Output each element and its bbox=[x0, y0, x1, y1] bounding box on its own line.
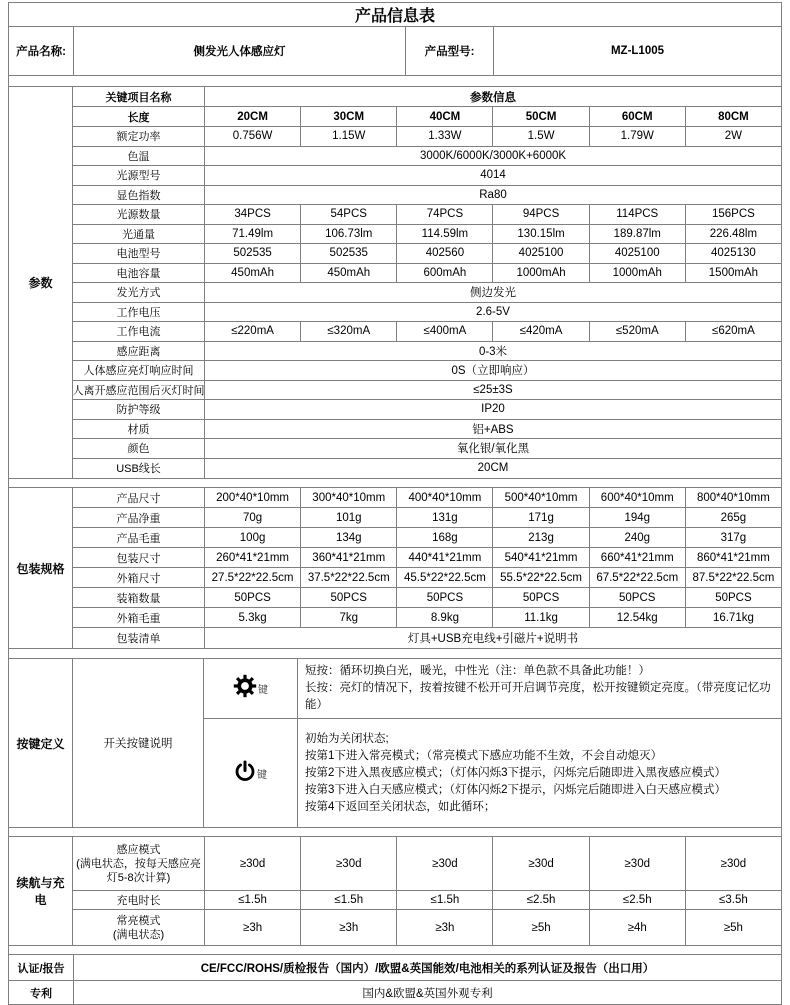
battery-value: ≥30d bbox=[204, 837, 300, 890]
description-line: 长按：亮灯的情况下，按着按键不松开可开启调节亮度，松开按键锁定亮度。（带亮度记忆功能） bbox=[305, 682, 771, 711]
param-value: 1.15W bbox=[300, 127, 396, 146]
packaging-value: 55.5*22*22.5cm bbox=[492, 568, 588, 587]
param-value: 402560 bbox=[396, 244, 492, 263]
table-row bbox=[73, 548, 781, 568]
column-header: 30CM bbox=[300, 107, 396, 126]
param-value: 2.6-5V bbox=[204, 303, 781, 322]
battery-value: ≥30d bbox=[396, 837, 492, 890]
description-line: 初始为关闭状态; bbox=[305, 732, 389, 745]
packaging-value: 400*40*10mm bbox=[396, 488, 492, 507]
param-value: ≤420mA bbox=[492, 322, 588, 341]
table-row bbox=[73, 303, 781, 323]
certification-value: CE/FCC/ROHS/质检报告（国内）/欧盟&英国能效/电池相关的系列认证及报告（出口用） bbox=[73, 955, 781, 980]
param-value: 侧边发光 bbox=[204, 283, 781, 302]
column-header: 40CM bbox=[396, 107, 492, 126]
table-row bbox=[73, 381, 781, 401]
packaging-value: 360*41*21mm bbox=[300, 548, 396, 567]
packaging-section bbox=[8, 487, 782, 649]
table-row bbox=[73, 400, 781, 420]
table-row bbox=[73, 283, 781, 303]
param-label: 人体感应亮灯响应时间 bbox=[83, 365, 194, 378]
table-row bbox=[73, 322, 781, 342]
packaging-value: 300*40*10mm bbox=[300, 488, 396, 507]
param-label: 额定功率 bbox=[116, 131, 161, 144]
param-value: 114PCS bbox=[589, 205, 685, 224]
param-value: 450mAh bbox=[300, 264, 396, 283]
param-value: ≤620mA bbox=[685, 322, 781, 341]
table-row bbox=[73, 837, 781, 891]
patent-row bbox=[9, 981, 781, 1004]
battery-section bbox=[8, 836, 782, 946]
gear-button-description bbox=[298, 659, 781, 718]
param-value: 189.87lm bbox=[589, 225, 685, 244]
description-line: 按第2下进入黑夜感应模式；（灯体闪烁3下提示，闪烁完后随即进入黑夜感应模式） bbox=[305, 766, 727, 779]
table-row bbox=[73, 910, 781, 945]
description-line: 按第1下进入常亮模式；（常亮模式下感应功能不生效，不会自动熄灭） bbox=[305, 749, 663, 762]
param-label: 电池型号 bbox=[116, 248, 161, 261]
param-label: 材质 bbox=[127, 423, 150, 436]
table-row bbox=[73, 147, 781, 167]
table-row bbox=[73, 459, 781, 479]
description-line: 按第4下返回至关闭状态，如此循环； bbox=[305, 800, 496, 813]
product-identity-row bbox=[9, 27, 781, 75]
packaging-value: 67.5*22*22.5cm bbox=[589, 568, 685, 587]
certification-label: 认证/报告 bbox=[17, 962, 65, 975]
product-model-label: 产品型号: bbox=[405, 27, 493, 75]
packaging-value: 500*40*10mm bbox=[492, 488, 588, 507]
param-value: IP20 bbox=[204, 400, 781, 419]
packaging-label: 包装尺寸 bbox=[116, 552, 161, 565]
battery-value: ≤1.5h bbox=[300, 891, 396, 909]
product-info-sheet bbox=[8, 2, 782, 1005]
param-label: 人离开感应范围后灭灯时间 bbox=[72, 384, 205, 397]
table-row bbox=[73, 225, 781, 245]
battery-label: 充电时长 bbox=[116, 895, 161, 907]
table-row bbox=[73, 439, 781, 459]
battery-value: ≥5h bbox=[492, 910, 588, 945]
battery-value: ≤1.5h bbox=[204, 891, 300, 909]
packaging-label: 产品尺寸 bbox=[116, 492, 161, 505]
param-value: 114.59lm bbox=[396, 225, 492, 244]
power-button-row bbox=[204, 719, 781, 827]
param-info-header: 参数信息 bbox=[204, 87, 781, 106]
param-value: 4014 bbox=[204, 166, 781, 185]
param-value: 94PCS bbox=[492, 205, 588, 224]
battery-value: ≥30d bbox=[492, 837, 588, 890]
gear-button-cell bbox=[204, 659, 298, 718]
table-row bbox=[73, 488, 781, 508]
product-model-value: MZ-L1005 bbox=[493, 27, 781, 75]
param-value: 130.15lm bbox=[492, 225, 588, 244]
packaging-value: 660*41*21mm bbox=[589, 548, 685, 567]
param-value: Ra80 bbox=[204, 186, 781, 205]
packaging-value: 860*41*21mm bbox=[685, 548, 781, 567]
param-value: 4025100 bbox=[589, 244, 685, 263]
power-button-description bbox=[298, 719, 781, 827]
length-header-row bbox=[73, 107, 781, 127]
packaging-value: 168g bbox=[396, 528, 492, 547]
packaging-section-label: 包装规格 bbox=[9, 488, 73, 648]
param-value: 502535 bbox=[204, 244, 300, 263]
packaging-value: 70g bbox=[204, 508, 300, 527]
param-value: 2W bbox=[685, 127, 781, 146]
description-line: 按第3下进入白天感应模式；（灯体闪烁2下提示，闪烁完后随即进入白天感应模式） bbox=[305, 783, 727, 796]
table-row bbox=[73, 528, 781, 548]
params-header-row bbox=[73, 87, 781, 107]
button-section-label: 按键定义 bbox=[9, 659, 73, 827]
battery-mode-label: 常亮模式 bbox=[116, 914, 161, 927]
packaging-value: 101g bbox=[300, 508, 396, 527]
column-header: 60CM bbox=[589, 107, 685, 126]
table-row bbox=[73, 342, 781, 362]
packaging-value: 200*40*10mm bbox=[204, 488, 300, 507]
battery-value: ≥4h bbox=[589, 910, 685, 945]
param-label: 色温 bbox=[127, 150, 150, 163]
battery-value: ≤1.5h bbox=[396, 891, 492, 909]
battery-section-label: 续航与充电 bbox=[9, 837, 73, 945]
packaging-value: 50PCS bbox=[396, 588, 492, 607]
param-value: 1500mAh bbox=[685, 264, 781, 283]
param-value: ≤25±3S bbox=[204, 381, 781, 400]
packaging-value: 27.5*22*22.5cm bbox=[204, 568, 300, 587]
param-value: ≤220mA bbox=[204, 322, 300, 341]
param-label: USB线长 bbox=[116, 463, 161, 476]
packaging-label: 产品净重 bbox=[116, 512, 161, 525]
param-value: 1.33W bbox=[396, 127, 492, 146]
packaging-value: 100g bbox=[204, 528, 300, 547]
table-row bbox=[73, 588, 781, 608]
battery-value: ≥3h bbox=[204, 910, 300, 945]
packaging-label: 产品毛重 bbox=[116, 532, 161, 545]
table-row bbox=[73, 166, 781, 186]
packaging-value: 50PCS bbox=[204, 588, 300, 607]
table-row bbox=[73, 361, 781, 381]
packaging-value: 50PCS bbox=[685, 588, 781, 607]
param-value: 20CM bbox=[204, 459, 781, 479]
param-label: 工作电流 bbox=[116, 326, 161, 339]
packaging-value: 50PCS bbox=[492, 588, 588, 607]
packaging-value: 800*40*10mm bbox=[685, 488, 781, 507]
battery-mode-sublabel: (满电状态，按每天感应亮灯5-8次计算) bbox=[76, 857, 201, 884]
param-label: 光源型号 bbox=[116, 170, 161, 183]
packaging-value: 317g bbox=[685, 528, 781, 547]
packaging-value: 213g bbox=[492, 528, 588, 547]
section-gap bbox=[8, 828, 782, 836]
battery-label bbox=[73, 910, 204, 945]
table-row bbox=[73, 608, 781, 628]
table-row bbox=[73, 244, 781, 264]
table-row bbox=[73, 127, 781, 147]
product-name-value: 侧发光人体感应灯 bbox=[73, 27, 405, 75]
param-value: 54PCS bbox=[300, 205, 396, 224]
power-button-cell bbox=[204, 719, 298, 827]
table-row bbox=[73, 205, 781, 225]
packaging-value: 87.5*22*22.5cm bbox=[685, 568, 781, 587]
patent-value: 国内&欧盟&英国外观专利 bbox=[73, 981, 781, 1004]
param-value: 4025130 bbox=[685, 244, 781, 263]
button-definition-section bbox=[8, 658, 782, 828]
battery-value: ≤2.5h bbox=[492, 891, 588, 909]
table-row bbox=[73, 568, 781, 588]
param-value: 106.73lm bbox=[300, 225, 396, 244]
param-value: 3000K/6000K/3000K+6000K bbox=[204, 147, 781, 166]
packaging-value: 265g bbox=[685, 508, 781, 527]
param-value: 34PCS bbox=[204, 205, 300, 224]
packaging-value: 260*41*21mm bbox=[204, 548, 300, 567]
battery-value: ≥3h bbox=[300, 910, 396, 945]
packaging-value: 134g bbox=[300, 528, 396, 547]
key-items-header: 关键项目名称 bbox=[105, 91, 172, 104]
param-value: 1000mAh bbox=[589, 264, 685, 283]
battery-value: ≤2.5h bbox=[589, 891, 685, 909]
battery-value: ≥30d bbox=[300, 837, 396, 890]
params-section-label: 参数 bbox=[9, 87, 73, 478]
battery-mode-sublabel: (满电状态) bbox=[112, 928, 165, 941]
battery-value: ≤3.5h bbox=[685, 891, 781, 909]
params-section bbox=[8, 86, 782, 479]
column-header: 50CM bbox=[492, 107, 588, 126]
param-value: 1.79W bbox=[589, 127, 685, 146]
packaging-label: 装箱数量 bbox=[116, 592, 161, 605]
packaging-value: 7kg bbox=[300, 608, 396, 627]
param-value: 0S（立即响应） bbox=[204, 361, 781, 380]
packaging-value: 171g bbox=[492, 508, 588, 527]
param-value: ≤400mA bbox=[396, 322, 492, 341]
title-block bbox=[8, 2, 782, 76]
battery-mode-label: 感应模式 bbox=[116, 843, 161, 856]
param-value: ≤320mA bbox=[300, 322, 396, 341]
param-value: ≤520mA bbox=[589, 322, 685, 341]
param-value: 1000mAh bbox=[492, 264, 588, 283]
param-value: 0-3米 bbox=[204, 342, 781, 361]
param-label: 光源数量 bbox=[116, 209, 161, 222]
table-row bbox=[73, 264, 781, 284]
packaging-label: 包装清单 bbox=[116, 633, 161, 645]
param-value: 4025100 bbox=[492, 244, 588, 263]
certification-section bbox=[8, 954, 782, 1005]
switch-button-description-label: 开关按键说明 bbox=[73, 659, 204, 827]
packaging-value: 8.9kg bbox=[396, 608, 492, 627]
battery-value: ≥30d bbox=[589, 837, 685, 890]
certification-row bbox=[9, 955, 781, 981]
power-icon bbox=[234, 760, 256, 787]
packaging-value: 16.71kg bbox=[685, 608, 781, 627]
packaging-value: 440*41*21mm bbox=[396, 548, 492, 567]
param-value: 1.5W bbox=[492, 127, 588, 146]
param-label: 感应距离 bbox=[116, 345, 161, 358]
packaging-label: 外箱尺寸 bbox=[116, 572, 161, 585]
packaging-value: 5.3kg bbox=[204, 608, 300, 627]
gear-key-label: 键 bbox=[258, 685, 268, 696]
battery-value: ≥3h bbox=[396, 910, 492, 945]
table-row bbox=[73, 628, 781, 648]
battery-value: ≥30d bbox=[685, 837, 781, 890]
description-line: 短按：循环切换白光，暖光，中性光（注：单色款不具备此功能！） bbox=[305, 665, 650, 677]
battery-label bbox=[73, 837, 204, 890]
param-label: 工作电压 bbox=[116, 306, 161, 319]
packaging-value: 50PCS bbox=[589, 588, 685, 607]
param-label: 颜色 bbox=[127, 443, 150, 456]
patent-label: 专利 bbox=[30, 987, 52, 1000]
packaging-value: 50PCS bbox=[300, 588, 396, 607]
table-row bbox=[73, 186, 781, 206]
length-label: 长度 bbox=[127, 111, 150, 124]
packaging-value: 灯具+USB充电线+引磁片+说明书 bbox=[204, 628, 781, 648]
power-key-label: 键 bbox=[257, 769, 267, 781]
table-row bbox=[73, 891, 781, 910]
param-label: 防护等级 bbox=[116, 404, 161, 417]
param-value: 0.756W bbox=[204, 127, 300, 146]
battery-value: ≥5h bbox=[685, 910, 781, 945]
packaging-value: 45.5*22*22.5cm bbox=[396, 568, 492, 587]
param-value: 74PCS bbox=[396, 205, 492, 224]
section-gap bbox=[8, 946, 782, 954]
packaging-value: 131g bbox=[396, 508, 492, 527]
section-gap bbox=[8, 649, 782, 658]
param-value: 450mAh bbox=[204, 264, 300, 283]
packaging-value: 600*40*10mm bbox=[589, 488, 685, 507]
param-label: 显色指数 bbox=[116, 189, 161, 202]
param-label: 发光方式 bbox=[116, 287, 161, 300]
param-value: 氧化银/氧化黑 bbox=[204, 439, 781, 458]
param-value: 71.49lm bbox=[204, 225, 300, 244]
param-value: 铝+ABS bbox=[204, 420, 781, 439]
gear-icon bbox=[233, 674, 257, 703]
column-header: 80CM bbox=[685, 107, 781, 126]
param-value: 502535 bbox=[300, 244, 396, 263]
table-row bbox=[73, 508, 781, 528]
param-value: 600mAh bbox=[396, 264, 492, 283]
column-header: 20CM bbox=[204, 107, 300, 126]
param-value: 226.48lm bbox=[685, 225, 781, 244]
page-title: 产品信息表 bbox=[9, 3, 781, 27]
packaging-value: 12.54kg bbox=[589, 608, 685, 627]
param-value: 156PCS bbox=[685, 205, 781, 224]
gear-button-row bbox=[204, 659, 781, 719]
packaging-value: 194g bbox=[589, 508, 685, 527]
param-label: 电池容量 bbox=[116, 267, 161, 280]
packaging-value: 240g bbox=[589, 528, 685, 547]
section-gap bbox=[8, 76, 782, 86]
packaging-value: 11.1kg bbox=[492, 608, 588, 627]
packaging-label: 外箱毛重 bbox=[116, 612, 161, 625]
packaging-value: 540*41*21mm bbox=[492, 548, 588, 567]
product-name-label: 产品名称: bbox=[16, 46, 66, 58]
packaging-value: 37.5*22*22.5cm bbox=[300, 568, 396, 587]
section-gap bbox=[8, 479, 782, 487]
param-label: 光通量 bbox=[122, 228, 155, 241]
table-row bbox=[73, 420, 781, 440]
